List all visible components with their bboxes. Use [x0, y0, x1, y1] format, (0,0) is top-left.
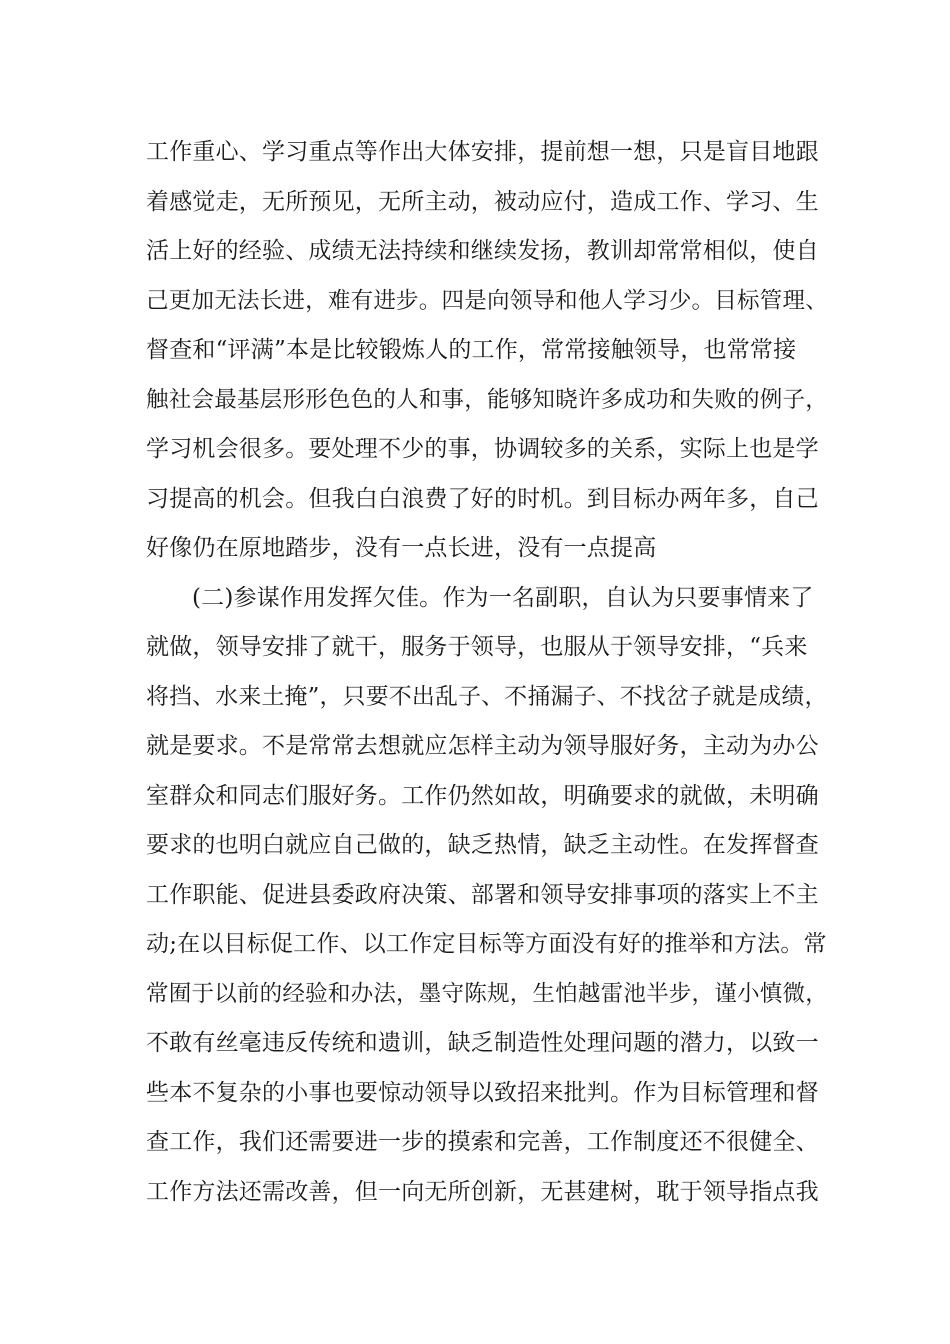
- text-line: 活上好的经验、成绩无法持续和继续发扬，教训却常常相似，使自: [146, 238, 819, 264]
- text-line: 动;在以目标促工作、以工作定目标等方面没有好的推举和方法。常: [146, 931, 827, 957]
- text-line: 查工作，我们还需要进一步的摸索和完善，工作制度还不很健全、: [146, 1129, 819, 1155]
- text-line: 学习机会很多。要处理不少的事，协调较多的关系，实际上也是学: [146, 436, 819, 462]
- text-line: 就做，领导安排了就干，服务于领导，也服从于领导安排，“兵来: [146, 634, 808, 660]
- text-line: 着感觉走，无所预见，无所主动，被动应付，造成工作、学习、生: [146, 189, 819, 215]
- text-line-indent: (二)参谋作用发挥欠佳。作为一名副职，自认为只要事情来了: [192, 585, 814, 611]
- text-line: 触社会最基层形形色色的人和事，能够知晓许多成功和失败的例子，: [146, 387, 828, 413]
- text-line: 常囿于以前的经验和办法，墨守陈规，生怕越雷池半步，谨小慎微，: [146, 981, 828, 1007]
- text-line: 些本不复杂的小事也要惊动领导以致招来批判。作为目标管理和督: [146, 1080, 819, 1106]
- text-line: 要求的也明白就应自己做的，缺乏热情，缺乏主动性。在发挥督查: [146, 832, 819, 858]
- text-line: 工作职能、促进县委政府决策、部署和领导安排事项的落实上不主: [146, 882, 819, 908]
- text-line: 工作重心、学习重点等作出大体安排，提前想一想，只是盲目地跟: [146, 139, 819, 165]
- text-line: 督查和“评满”本是比较锻炼人的工作，常常接触领导，也常常接: [146, 337, 797, 363]
- text-line: 好像仍在原地踏步，没有一点长进，没有一点提高: [146, 535, 657, 561]
- text-line: 不敢有丝毫违反传统和遗训，缺乏制造性处理问题的潜力，以致一: [146, 1030, 819, 1056]
- text-line: 将挡、水来土掩”，只要不出乱子、不捅漏子、不找岔子就是成绩，: [146, 684, 828, 710]
- text-line: 习提高的机会。但我白白浪费了好的时机。到目标办两年多，自己: [146, 486, 819, 512]
- text-line: 室群众和同志们服好务。工作仍然如故，明确要求的就做，未明确: [146, 783, 819, 809]
- text-line: 工作方法还需改善，但一向无所创新，无甚建树，耽于领导指点我: [146, 1179, 819, 1205]
- text-line: 就是要求。不是常常去想就应怎样主动为领导服好务，主动为办公: [146, 733, 819, 759]
- text-line: 己更加无法长进，难有进步。四是向领导和他人学习少。目标管理、: [146, 288, 828, 314]
